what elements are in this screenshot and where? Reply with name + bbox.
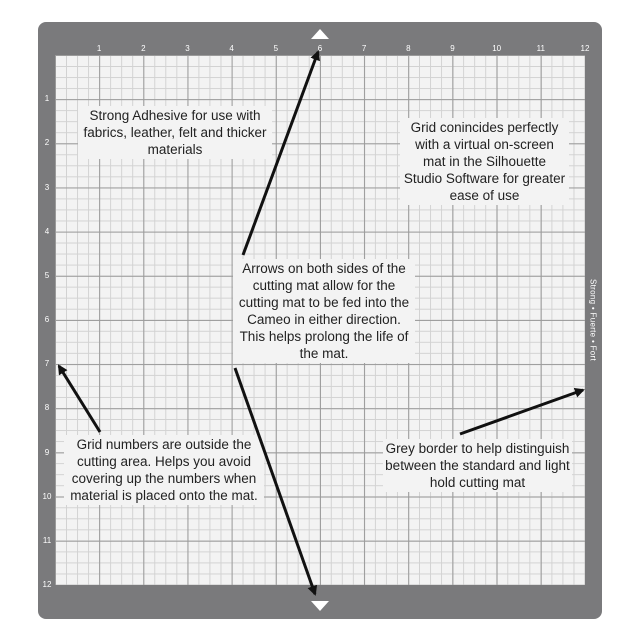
left-grid-number: 3 [44,182,50,192]
left-grid-number: 9 [44,447,50,457]
top-grid-number: 10 [492,44,502,53]
top-grid-number: 8 [406,44,411,53]
left-grid-number: 7 [44,359,50,369]
left-grid-number: 4 [44,226,50,236]
mat-side-label: Strong • Fuerte • Fort [588,278,598,362]
left-grid-number: 5 [44,270,50,280]
annotation-adhesive: Strong Adhesive for use with fabrics, leather, felt and thicker materials [78,106,272,159]
left-grid-number: 11 [42,535,52,545]
left-grid-number: 8 [44,403,50,413]
pointer-arrow-bottom [235,368,315,594]
top-grid-number: 9 [450,44,455,53]
top-grid-number: 7 [361,44,367,53]
annotation-grid-numbers: Grid numbers are outside the cutting area. Helps you avoid covering up the numbers when material is placed onto the mat. [64,435,264,505]
left-grid-number: 1 [44,94,50,104]
annotation-grey-border: Grey border to help distinguish between the standard and light hold cutting mat [383,439,572,492]
pointer-arrow-left [59,366,100,432]
pointer-arrow-right [460,390,583,434]
top-grid-number: 3 [185,44,190,53]
annotation-arrows: Arrows on both sides of the cutting mat allow for the cutting mat to be fed into the Cameo in either direction. This helps prolong the life of the mat. [233,259,415,363]
left-grid-number: 2 [44,138,50,148]
left-grid-number: 10 [42,491,52,501]
left-grid-number: 6 [44,315,50,324]
annotation-grid: Grid conincides perfectly with a virtual on-screen mat in the Silhouette Studio Software for greater ease of use [400,118,569,205]
top-grid-number: 4 [229,44,234,53]
pointer-arrow-top [243,52,318,255]
top-grid-number: 2 [141,44,146,53]
top-grid-number: 5 [273,44,279,53]
top-grid-number: 11 [536,44,545,53]
top-grid-number: 6 [317,44,323,53]
top-grid-number: 12 [580,44,590,53]
left-grid-number: 12 [42,580,52,589]
top-grid-number: 1 [96,44,102,53]
